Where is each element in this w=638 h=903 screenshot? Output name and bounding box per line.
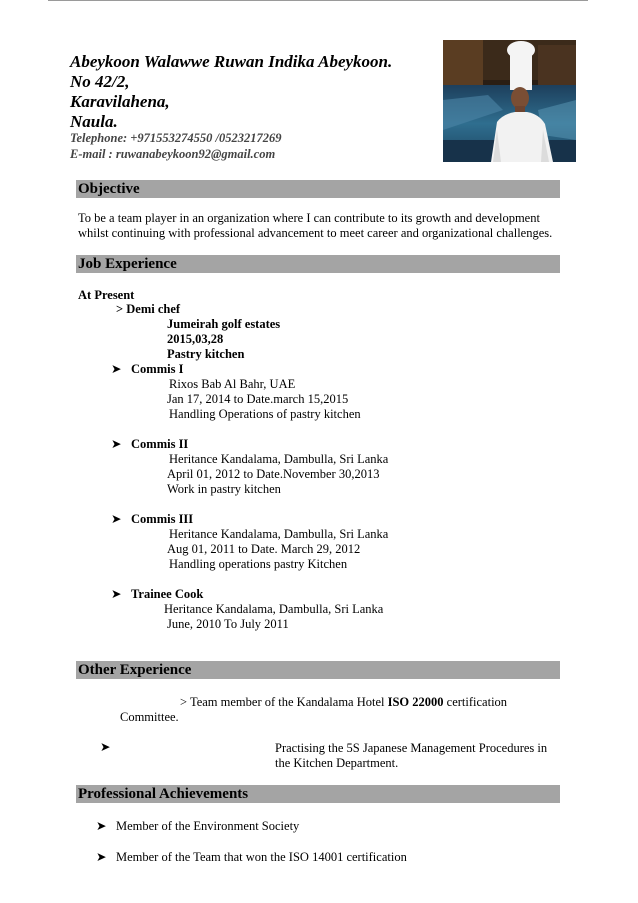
section-header-objective bbox=[76, 180, 560, 198]
section-header-other-experience bbox=[76, 661, 560, 679]
arrow-bullet-icon: ➤ bbox=[96, 819, 107, 833]
telephone: Telephone: +971553274550 /0523217269 bbox=[70, 131, 282, 145]
job-duty: Work in pastry kitchen bbox=[167, 482, 281, 496]
other-experience-item-2-line-1: Practising the 5S Japanese Management Procedures in bbox=[275, 741, 548, 755]
other-experience-item-1 bbox=[180, 695, 507, 710]
job-dates: June, 2010 To July 2011 bbox=[167, 617, 289, 631]
current-department: Pastry kitchen bbox=[167, 347, 245, 361]
objective-line-1: To be a team player in an organization where I can contribute to its growth and development bbox=[78, 211, 540, 225]
address-line-1: No 42/2, bbox=[70, 72, 130, 91]
achievement-item: Member of the Environment Society bbox=[116, 819, 300, 833]
profile-photo bbox=[443, 40, 576, 162]
item-1-text: > Team member of the Kandalama Hotel bbox=[180, 695, 388, 709]
objective-line-2: whilst continuing with professional advancement to meet career and organizational challenges. bbox=[78, 226, 553, 240]
address-line-2: Karavilahena, bbox=[70, 92, 170, 111]
job-title: Commis I bbox=[131, 362, 184, 376]
top-divider bbox=[48, 0, 588, 1]
at-present-label: At Present bbox=[78, 288, 135, 302]
job-dates: April 01, 2012 to Date.November 30,2013 bbox=[167, 467, 380, 481]
iso-22000-label: ISO 22000 bbox=[387, 695, 444, 709]
section-header-job-experience bbox=[76, 255, 560, 273]
address-line-3: Naula. bbox=[70, 112, 118, 131]
current-place: Jumeirah golf estates bbox=[167, 317, 281, 331]
applicant-name: Abeykoon Walawwe Ruwan Indika Abeykoon. bbox=[70, 52, 393, 71]
job-place: Heritance Kandalama, Dambulla, Sri Lanka bbox=[169, 452, 389, 466]
arrow-bullet-icon: ➤ bbox=[111, 362, 122, 376]
section-header-achievements bbox=[76, 785, 560, 803]
other-experience-item-1-line-2: Committee. bbox=[120, 710, 179, 724]
section-title-achievements: Professional Achievements bbox=[78, 786, 249, 802]
job-dates: Aug 01, 2011 to Date. March 29, 2012 bbox=[167, 542, 361, 556]
job-place: Heritance Kandalama, Dambulla, Sri Lanka bbox=[169, 527, 389, 541]
current-title: > Demi chef bbox=[116, 302, 181, 316]
arrow-bullet-icon: ➤ bbox=[100, 740, 111, 754]
arrow-bullet-icon: ➤ bbox=[111, 587, 122, 601]
arrow-bullet-icon: ➤ bbox=[111, 437, 122, 451]
section-title-job-experience: Job Experience bbox=[78, 256, 177, 272]
job-place: Rixos Bab Al Bahr, UAE bbox=[169, 377, 296, 391]
arrow-bullet-icon: ➤ bbox=[111, 512, 122, 526]
job-duty: Handling operations pastry Kitchen bbox=[169, 557, 348, 571]
item-1-suffix: certification bbox=[443, 695, 508, 709]
email: E-mail : ruwanabeykoon92@gmail.com bbox=[70, 147, 276, 161]
other-experience-item-2-line-2: the Kitchen Department. bbox=[275, 756, 399, 770]
job-place: Heritance Kandalama, Dambulla, Sri Lanka bbox=[164, 602, 384, 616]
job-title: Commis III bbox=[131, 512, 194, 526]
job-duty: Handling Operations of pastry kitchen bbox=[169, 407, 361, 421]
achievement-item: Member of the Team that won the ISO 14001 certification bbox=[116, 850, 407, 864]
arrow-bullet-icon: ➤ bbox=[96, 850, 107, 864]
job-title: Trainee Cook bbox=[131, 587, 204, 601]
job-dates: Jan 17, 2014 to Date.march 15,2015 bbox=[167, 392, 349, 406]
job-title: Commis II bbox=[131, 437, 189, 451]
section-title-objective: Objective bbox=[78, 181, 140, 197]
current-date: 2015,03,28 bbox=[167, 332, 224, 346]
section-title-other-experience: Other Experience bbox=[78, 662, 192, 678]
